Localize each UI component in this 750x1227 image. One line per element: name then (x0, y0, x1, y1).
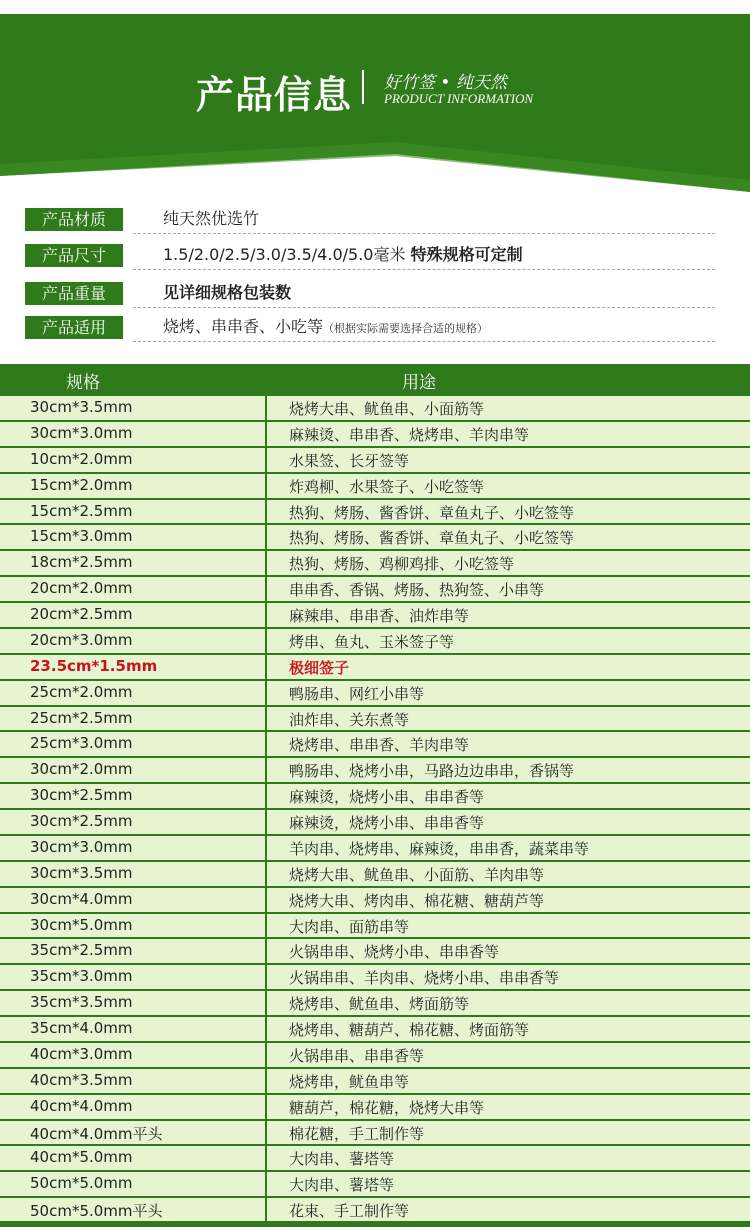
use-cell: 大肉串、薯塔等 (289, 1150, 395, 1169)
column-divider (265, 525, 267, 549)
table-row (0, 525, 750, 551)
table-row (0, 965, 750, 991)
use-cell: 水果签、长牙签等 (289, 451, 410, 470)
table-row (0, 784, 750, 810)
column-divider (265, 1017, 267, 1041)
spec-cell: 35cm*3.5mm (30, 993, 133, 1012)
table-row (0, 603, 750, 629)
column-divider (265, 888, 267, 912)
table-row (0, 836, 750, 862)
column-divider (265, 577, 267, 601)
column-divider (265, 603, 267, 627)
info-value (163, 314, 488, 337)
spec-cell: 10cm*2.0mm (30, 449, 133, 468)
column-divider (265, 655, 267, 679)
column-divider (265, 707, 267, 731)
table-row (0, 629, 750, 655)
spec-cell: 15cm*2.0mm (30, 475, 133, 494)
column-divider (265, 474, 267, 498)
table-row (0, 862, 750, 888)
spec-cell: 50cm*5.0mm (30, 1174, 133, 1193)
use-cell: 鸭肠串、烧烤小串，马路边边串串，香锅等 (289, 762, 575, 781)
spec-cell: 40cm*3.5mm (30, 1070, 133, 1089)
spec-cell: 25cm*3.0mm (30, 734, 133, 753)
use-cell: 烧烤大串、鱿鱼串、小面筋等 (289, 400, 485, 418)
table-row (0, 758, 750, 784)
info-row (25, 204, 715, 234)
info-row (25, 240, 715, 270)
use-cell: 烧烤串、糖葫芦、棉花糖、烤面筋等 (289, 1021, 530, 1039)
use-cell: 鸭肠串、网红小串等 (289, 684, 425, 703)
table-row (0, 888, 750, 914)
use-cell: 烤串、鱼丸、玉米签子等 (289, 632, 455, 651)
column-divider (265, 939, 267, 963)
column-divider (265, 422, 267, 446)
table-row (0, 655, 750, 681)
column-divider (265, 396, 267, 420)
dashed-divider (133, 269, 715, 270)
column-divider (265, 758, 267, 782)
column-divider (265, 681, 267, 705)
column-divider (265, 914, 267, 938)
column-divider (265, 1146, 267, 1170)
info-label: 产品重量 (25, 282, 123, 305)
spec-cell: 18cm*2.5mm (30, 553, 133, 572)
table-row (0, 448, 750, 474)
subtitle: PRODUCT INFORMATION (384, 91, 534, 106)
spec-table (0, 364, 750, 1224)
spec-cell: 30cm*5.0mm (30, 915, 133, 934)
column-divider (265, 836, 267, 860)
use-cell: 热狗、烤肠、酱香饼、章鱼丸子、小吃签等 (289, 529, 575, 548)
info-label: 产品尺寸 (25, 244, 123, 267)
table-header (0, 364, 750, 396)
use-cell: 火锅串串、烧烤小串、串串香等 (289, 943, 500, 962)
column-divider (265, 1095, 267, 1119)
spec-cell: 40cm*4.0mm (30, 1096, 133, 1115)
header-use: 用途 (402, 373, 436, 393)
table-row (0, 681, 750, 707)
spec-cell: 40cm*3.0mm (30, 1044, 133, 1063)
column-divider (265, 991, 267, 1015)
use-cell: 烧烤串，鱿鱼串等 (289, 1072, 410, 1091)
table-row (0, 914, 750, 940)
table-row (0, 1017, 750, 1043)
spec-cell: 25cm*2.0mm (30, 682, 133, 701)
spec-cell: 15cm*3.0mm (30, 527, 133, 546)
info-value-bold: 见详细规格包装数 (163, 283, 292, 302)
table-row (0, 939, 750, 965)
column-divider (265, 784, 267, 808)
use-cell: 大肉串、薯塔等 (289, 1176, 395, 1195)
column-divider (265, 551, 267, 575)
table-row (0, 991, 750, 1017)
use-cell: 炸鸡柳、水果签子、小吃签等 (289, 477, 485, 496)
header-banner (0, 14, 750, 194)
spec-cell: 30cm*3.5mm (30, 863, 133, 882)
use-cell: 热狗、烤肠、鸡柳鸡排、小吃签等 (289, 555, 515, 574)
column-divider (265, 1121, 267, 1145)
spec-cell: 20cm*2.0mm (30, 579, 133, 598)
spec-cell: 30cm*3.0mm (30, 837, 133, 856)
spec-cell: 15cm*2.5mm (30, 501, 133, 520)
column-divider (265, 965, 267, 989)
column-divider (265, 810, 267, 834)
spec-cell: 35cm*4.0mm (30, 1019, 133, 1037)
column-divider (265, 732, 267, 756)
spec-cell: 35cm*3.0mm (30, 967, 133, 986)
use-cell: 麻辣烫，烧烤小串、串串香等 (289, 814, 485, 832)
use-cell: 羊肉串、烧烤串、麻辣烫，串串香，蔬菜串等 (289, 839, 590, 858)
column-divider (265, 1198, 267, 1222)
use-cell: 烧烤大串、鱿鱼串、小面筋、羊肉串等 (289, 865, 545, 884)
info-value (163, 206, 259, 229)
column-divider (265, 1172, 267, 1196)
spec-cell: 30cm*2.5mm (30, 786, 133, 805)
dashed-divider (133, 341, 715, 342)
use-cell: 油炸串、关东煮等 (289, 710, 410, 729)
spec-cell: 30cm*3.5mm (30, 398, 133, 416)
dashed-divider (133, 307, 715, 308)
dashed-divider (133, 233, 715, 234)
column-divider (265, 629, 267, 653)
use-cell: 花束、手工制作等 (289, 1202, 410, 1221)
use-cell: 火锅串串、羊肉串、烧烤小串、串串香等 (289, 969, 560, 988)
table-row (0, 500, 750, 526)
info-note: （根据实际需要选择合适的规格） (323, 322, 489, 335)
table-row (0, 474, 750, 500)
use-cell: 极细签子 (289, 658, 350, 677)
spec-cell: 25cm*2.5mm (30, 708, 133, 727)
use-cell: 串串香、香锅、烤肠、热狗签、小串等 (289, 581, 545, 600)
info-label: 产品材质 (25, 208, 123, 231)
spec-cell: 23.5cm*1.5mm (30, 656, 158, 675)
table-row (0, 577, 750, 603)
spec-cell: 50cm*5.0mm平头 (30, 1202, 163, 1221)
info-value-text: 烧烤、串串香、小吃等 (163, 317, 324, 336)
use-cell: 热狗、烤肠、酱香饼、章鱼丸子、小吃签等 (289, 503, 575, 522)
table-row (0, 396, 750, 422)
info-label: 产品适用 (25, 316, 123, 339)
table-row (0, 707, 750, 733)
table-row (0, 551, 750, 577)
spec-cell: 40cm*5.0mm (30, 1148, 133, 1167)
table-row (0, 422, 750, 448)
use-cell: 棉花糖，手工制作等 (289, 1124, 425, 1143)
table-row (0, 732, 750, 758)
info-value-bold: 特殊规格可定制 (410, 245, 523, 264)
column-divider (265, 448, 267, 472)
use-cell: 烧烤串、串串香、羊肉串等 (289, 736, 470, 755)
table-row (0, 1095, 750, 1121)
use-cell: 烧烤串、鱿鱼串、烤面筋等 (289, 995, 470, 1014)
info-value (163, 242, 523, 265)
info-row (25, 278, 715, 308)
spec-cell: 30cm*2.0mm (30, 760, 133, 779)
column-divider (265, 1069, 267, 1093)
table-row (0, 1172, 750, 1198)
header-spec: 规格 (66, 373, 100, 393)
spec-cell: 35cm*2.5mm (30, 941, 133, 960)
table-row (0, 1146, 750, 1172)
info-value-text: 1.5/2.0/2.5/3.0/3.5/4.0/5.0毫米 (163, 245, 411, 264)
page-title: 产品信息 (196, 73, 353, 117)
table-footer-bar (0, 1221, 750, 1227)
table-row (0, 1043, 750, 1069)
info-value (163, 280, 291, 303)
use-cell: 烧烤大串、烤肉串、棉花糖、糖葫芦等 (289, 891, 545, 910)
spec-cell: 40cm*4.0mm平头 (30, 1124, 163, 1143)
use-cell: 糖葫芦，棉花糖，烧烤大串等 (289, 1098, 485, 1117)
info-value-text: 纯天然优选竹 (163, 209, 260, 228)
column-divider (265, 500, 267, 524)
slogan: 好竹签 • 纯天然 (384, 73, 507, 93)
info-row (25, 312, 715, 342)
use-cell: 大肉串、面筋串等 (289, 917, 410, 936)
spec-cell: 30cm*3.0mm (30, 423, 133, 442)
use-cell: 火锅串串、串串香等 (289, 1046, 425, 1065)
title-divider (362, 70, 364, 104)
table-row (0, 1069, 750, 1095)
use-cell: 麻辣烫，烧烤小串、串串香等 (289, 788, 485, 807)
spec-cell: 20cm*3.0mm (30, 630, 133, 649)
spec-cell: 20cm*2.5mm (30, 605, 133, 623)
column-divider (265, 862, 267, 886)
table-body (0, 396, 750, 1224)
table-row (0, 1121, 750, 1147)
column-divider (265, 1043, 267, 1067)
spec-cell: 30cm*4.0mm (30, 889, 133, 908)
use-cell: 麻辣烫、串串香、烧烤串、羊肉串等 (289, 425, 530, 444)
use-cell: 麻辣串、串串香、油炸串等 (289, 607, 470, 625)
spec-cell: 30cm*2.5mm (30, 812, 133, 830)
table-row (0, 810, 750, 836)
